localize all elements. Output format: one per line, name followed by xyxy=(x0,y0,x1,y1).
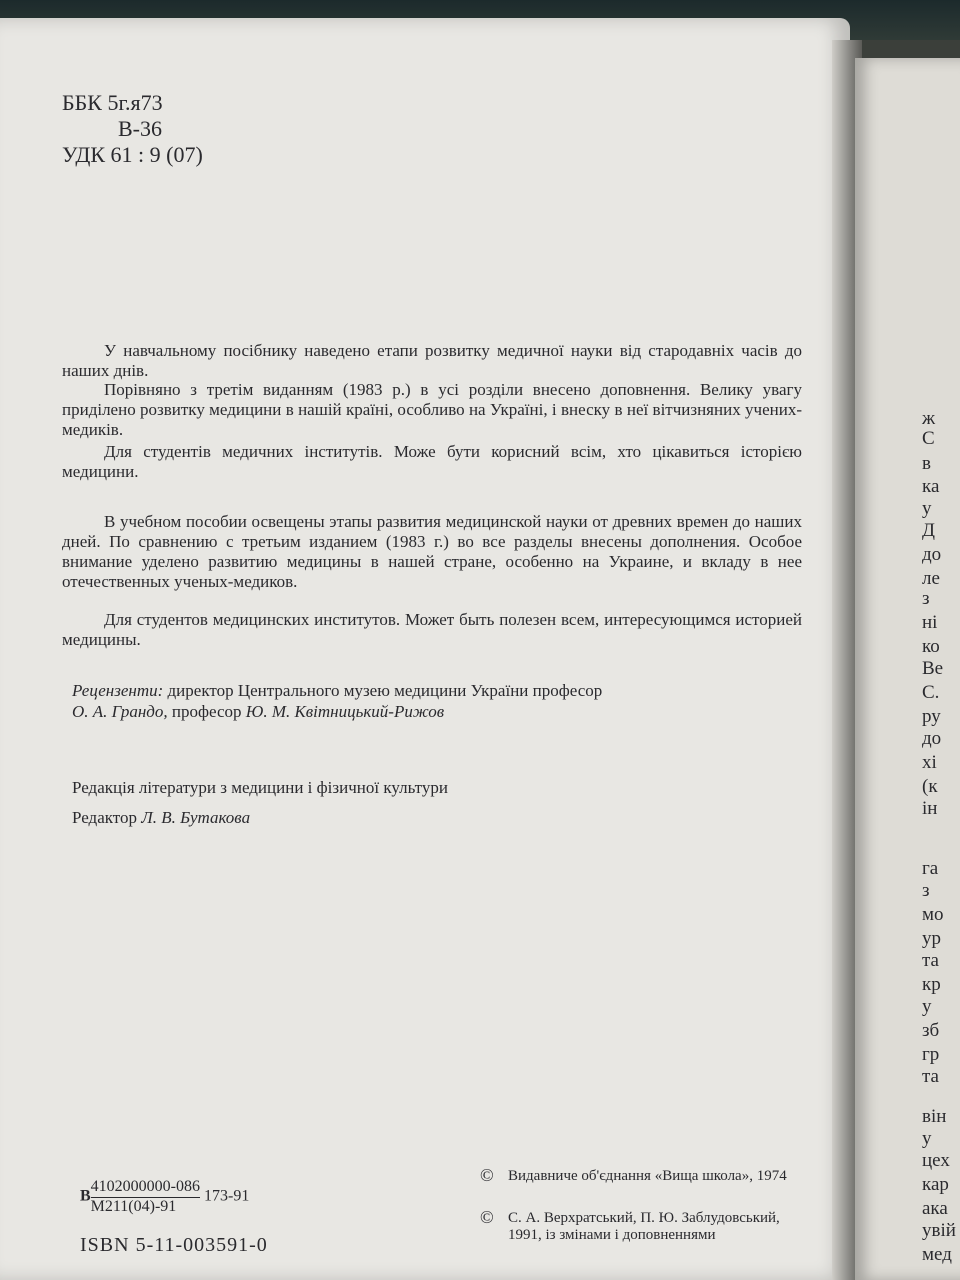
facing-page-fragment: до xyxy=(922,728,942,749)
facing-page-fragment: у xyxy=(922,498,932,519)
editor-line xyxy=(72,808,250,828)
facing-page-fragment: кар xyxy=(922,1174,949,1195)
facing-page-fragment: ле xyxy=(922,568,940,589)
facing-page-fragment: ка xyxy=(922,476,940,497)
imprint-code xyxy=(80,1178,249,1216)
reviewer-name-1: О. А. Грандо, xyxy=(72,702,168,721)
isbn: ISBN 5-11-003591-0 xyxy=(80,1234,268,1256)
facing-page-fragment: мо xyxy=(922,904,944,925)
reviewer-title-2: професор xyxy=(171,702,242,721)
reviewers-position: директор Центрального музею медицини України професор xyxy=(167,681,603,700)
annotation-ru-2: Для студентов медицинских институтов. Может быть полезен всем, интересующимся историей медицины. xyxy=(62,610,802,649)
udk-code: УДК 61 : 9 (07) xyxy=(62,142,203,167)
facing-page-fragment: Ве xyxy=(922,658,944,679)
facing-page-fragment: гр xyxy=(922,1044,940,1065)
annotation-ua-3: Для студентів медичних інститутів. Може бути корисний всім, хто цікавиться історією медицини. xyxy=(62,442,802,481)
facing-page-fragment: в xyxy=(922,453,931,474)
reviewers-line-1 xyxy=(72,681,602,701)
reviewer-name-2: Ю. М. Квітницький-Рижов xyxy=(245,702,445,721)
copyright-text-1: Видавниче об'єднання «Вища школа», 1974 xyxy=(508,1168,787,1184)
facing-page-fragment: ж xyxy=(922,408,936,429)
facing-page-fragment: зб xyxy=(922,1020,940,1041)
reviewers-line-2 xyxy=(72,702,444,722)
bbk-code: ББК 5г.я73 xyxy=(62,90,163,115)
facing-page-fragment: ін xyxy=(922,798,938,819)
facing-page-fragment: мед xyxy=(922,1244,952,1265)
facing-page-fragment: з xyxy=(922,588,930,609)
author-code: В-36 xyxy=(118,116,162,141)
copyright-2 xyxy=(480,1207,790,1244)
facing-page-fragment: кр xyxy=(922,974,941,995)
annotation-ua-1: У навчальному посібнику наведено етапи розвитку медичної науки від стародавніх часів до наших днів. xyxy=(62,341,802,380)
imprint-suffix: 173-91 xyxy=(204,1187,250,1205)
show-through-text xyxy=(230,218,258,345)
reviewers-label: Рецензенти: xyxy=(72,681,164,700)
facing-page-fragment: га xyxy=(922,858,939,879)
facing-page xyxy=(855,58,960,1280)
facing-page-fragment: у xyxy=(922,1128,932,1149)
facing-page-fragment: цех xyxy=(922,1150,950,1171)
facing-page-fragment: та xyxy=(922,950,939,971)
imprint-fraction xyxy=(91,1178,200,1216)
imprint-prefix: В xyxy=(80,1187,91,1205)
copyright-icon: © xyxy=(480,1207,494,1227)
facing-page-fragment: ру xyxy=(922,706,941,727)
imprint-numerator: 4102000000-086 xyxy=(91,1178,200,1198)
annotation-ua-2: Порівняно з третім виданням (1983 р.) в усі розділи внесено доповнення. Велику увагу приділено розвитку медицини в нашій країні, особливо на Україні, і внеску в неї вітчизняних учених-медиків. xyxy=(62,380,802,439)
copyright-icon: © xyxy=(480,1165,494,1185)
facing-page-fragment: С xyxy=(922,428,935,449)
facing-page-fragment: та xyxy=(922,1066,939,1087)
facing-page-fragment: ні xyxy=(922,612,938,633)
annotation-ru-1: В учебном пособии освещены этапы развития медицинской науки от древних времен до наших дней. По сравнению с третьим изданием (1983 г.) во все разделы внесены дополнения. Особое внимание уделено развитию медицины в нашей стране, особенно на Украине, и вкладу в нее отечественных ученых-медиков. xyxy=(62,512,802,591)
facing-page-fragment: ко xyxy=(922,636,940,657)
facing-page-fragment: (к xyxy=(922,776,938,797)
copyright-1 xyxy=(480,1165,790,1185)
editor-label: Редактор xyxy=(72,808,137,827)
copyright-text-2: С. А. Верхратський, П. Ю. Заблудовський, 1991, із змінами і доповненнями xyxy=(508,1210,780,1243)
facing-page-fragment: С. xyxy=(922,682,940,703)
facing-page-fragment: з xyxy=(922,880,930,901)
facing-page-fragment: хі xyxy=(922,752,937,773)
facing-page-fragment: у xyxy=(922,996,932,1017)
editorial-office: Редакція літератури з медицини і фізичної культури xyxy=(72,778,448,797)
facing-page-fragment: він xyxy=(922,1106,947,1127)
facing-page-fragment: до xyxy=(922,544,942,565)
facing-page-fragment: Д xyxy=(922,520,935,541)
facing-page-fragment: увій xyxy=(922,1220,956,1241)
facing-page-fragment: ур xyxy=(922,928,941,949)
imprint-denominator: М211(04)-91 xyxy=(90,1198,177,1215)
facing-page-fragment: ака xyxy=(922,1198,948,1219)
book-page xyxy=(0,18,850,1280)
editor-name: Л. В. Бутакова xyxy=(141,808,251,827)
